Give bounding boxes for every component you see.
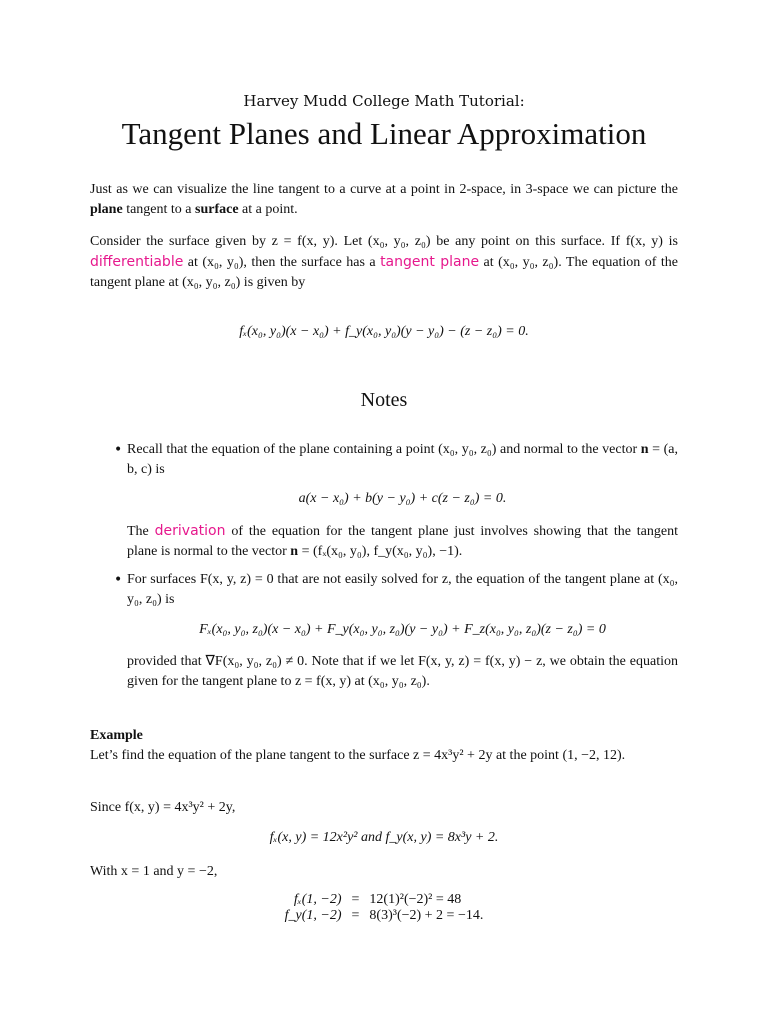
note-2-followup: provided that ∇F(x₀, y₀, z₀) ≠ 0. Note that if we let F(x, y, z) = f(x, y) − z, we obtain the equation given for the tangent plane to z = f(x, y) at (x₀, y₀, z₀). [127,654,678,689]
note-text: = (a, b, c) is [127,442,678,477]
tangent-plane-paragraph [90,232,678,293]
row-lhs: fₓ(1, −2) [293,892,342,907]
bullet-marker: • [114,442,123,458]
row-rhs: 8(3)³(−2) + 2 = −14. [369,908,484,923]
vector-n: n [640,442,649,457]
intro-text: Just as we can visualize the line tangent to a curve at a point in 2-space, in 3-space we can picture the [90,182,678,197]
example-since: Since f(x, y) = 4x³y² + 2y, [90,800,236,815]
note-2-text: For surfaces F(x, y, z) = 0 that are not easily solved for z, the equation of the tangent plane at (x₀, y₀, z₀) is [127,572,678,607]
row-op: = [351,892,360,907]
example-heading: Example [90,728,143,743]
note-text: of the equation for the tangent plane just involves showing that the tangent plane is normal to the vector [127,524,679,559]
paragraph-text: Consider the surface given by z = f(x, y). Let (x₀, y₀, z₀) be any point on this surface. If f(x, y) is [90,234,678,249]
note-text: The [127,524,155,539]
tangent-plane-equation: fₓ(x₀, y₀)(x − x₀) + f_y(x₀, y₀)(y − y₀) − (z − z₀) = 0. [239,324,529,339]
example-intro: Let’s find the equation of the plane tangent to the surface z = 4x³y² + 2y at the point (1, −2, 12). [90,748,626,763]
paragraph-text: at (x₀, y₀, z₀). The equation of the tangent plane at (x₀, y₀, z₀) is given by [90,255,678,290]
page-subtitle: Harvey Mudd College Math Tutorial: [243,92,525,110]
notes-heading: Notes [360,389,408,411]
differentiable-link[interactable]: differentiable [90,254,184,270]
note-text: = (fₓ(x₀, y₀), f_y(x₀, y₀), −1). [298,544,463,559]
note-1-derivation [127,521,678,562]
vector-n: n [290,544,299,559]
bold-surface: surface [195,202,239,217]
note-1-text [127,440,678,480]
evaluation-table [280,892,489,924]
evaluation-row [280,892,489,908]
partials-equation: fₓ(x, y) = 12x²y² and f_y(x, y) = 8x³y + 2. [269,830,499,845]
row-op: = [351,908,360,923]
intro-text: at a point. [238,202,298,217]
paragraph-text: at (x₀, y₀), then the surface has a [183,255,381,270]
row-lhs: f_y(1, −2) [284,908,342,923]
intro-paragraph [90,180,678,220]
bold-plane: plane [90,202,123,217]
bullet-marker: • [114,572,123,588]
intro-text: tangent to a [122,202,195,217]
example-with: With x = 1 and y = −2, [90,864,218,879]
page-title: Tangent Planes and Linear Approximation [121,116,647,151]
evaluation-array [90,892,678,924]
row-rhs: 12(1)²(−2)² = 48 [369,892,462,907]
implicit-tangent-equation: Fₓ(x₀, y₀, z₀)(x − x₀) + F_y(x₀, y₀, z₀)(y − y₀) + F_z(x₀, y₀, z₀)(z − z₀) = 0 [199,622,606,637]
tangent-plane-link[interactable]: tangent plane [380,254,480,270]
plane-equation: a(x − x₀) + b(y − y₀) + c(z − z₀) = 0. [298,491,507,506]
evaluation-row [280,908,489,924]
derivation-link[interactable]: derivation [154,523,226,539]
note-text: Recall that the equation of the plane containing a point (x₀, y₀, z₀) and normal to the vector [127,442,641,457]
